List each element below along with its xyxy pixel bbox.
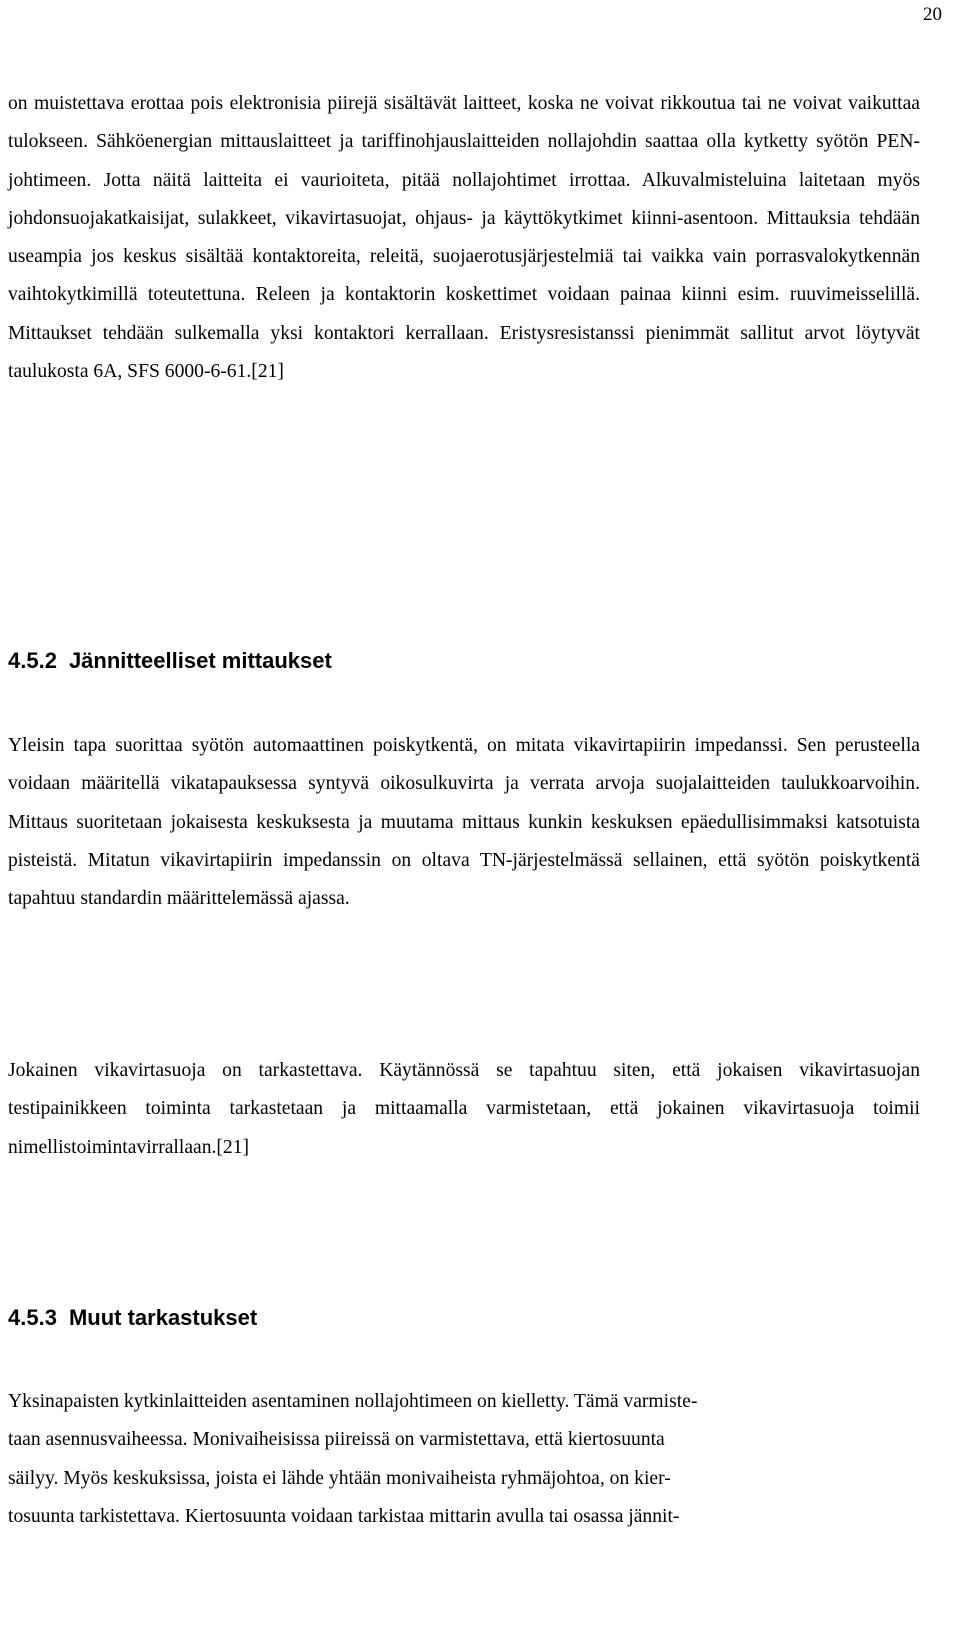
section-number: 4.5.3 <box>8 1305 57 1330</box>
section-title: Jännitteelliset mittaukset <box>68 648 332 673</box>
paragraph-line: taan asennusvaiheessa. Monivaiheisissa piireissä on varmistettava, että kiertosuunta <box>8 1429 665 1451</box>
paragraph-line: säilyy. Myös keskuksissa, joista ei lähde yhtään monivaiheista ryhmäjohtoa, on kier- <box>8 1467 671 1489</box>
paragraph-rcd-testing: Jokainen vikavirtasuoja on tarkastettava. Käytännössä se tapahtuu siten, että jokaisen vikavirtasuojan testipainikkeen toiminta tarkastetaan ja mittaamalla varmistetaan, että jokainen vikavirtasuoja toimii nimellistoimintavirrallaan.[21] <box>8 1060 920 1158</box>
section-heading-4-5-3 <box>8 1303 257 1333</box>
paragraph-fault-loop-impedance: Yleisin tapa suorittaa syötön automaattinen poiskytkentä, on mitata vikavirtapiirin impedanssi. Sen perusteella voidaan määritellä vikatapauksessa syntyvä oikosulkuvirta ja verrata arvoja suojalaitteiden taulukkoarvoihin. Mittaus suoritetaan jokaisesta keskuksesta ja muutama mittaus kunkin keskuksen epäedullisimmaksi katsotuista pisteistä. Mitatun vikavirtapiirin impedanssin on oltava TN-järjestelmässä sellainen, että syötön poiskytkentä tapahtuu standardin määrittelemässä ajassa. <box>8 735 920 910</box>
page-number: 20 <box>923 4 942 25</box>
paragraph-insulation-prep: on muistettava erottaa pois elektronisia piirejä sisältävät laitteet, koska ne voivat rikkoutua tai ne voivat vaikuttaa tulokseen. Sähköenergian mittauslaitteet ja tariffinohjauslaitteiden nollajohdin saattaa olla kytketty syötön PEN-johtimeen. Jotta näitä laitteita ei vaurioiteta, pitää nollajohtimet irrottaa. Alkuvalmisteluina laitetaan myös johdonsuojakatkaisijat, sulakkeet, vikavirtasuojat, ohjaus- ja käyttökytkimet kiinni-asentoon. Mittauksia tehdään useampia jos keskus sisältää kontaktoreita, releitä, suojaerotusjärjestelmiä tai vaikka vain porrasvalokytkennän vaihtokytkimillä toteutettuna. Releen ja kontaktorin koskettimet voidaan painaa kiinni esim. ruuvimeisselillä. Mittaukset tehdään sulkemalla yksi kontaktori kerrallaan. Eristysresistanssi pienimmät sallitut arvot löytyvät taulukosta 6A, SFS 6000-6-61.[21] <box>8 93 920 383</box>
section-title: Muut tarkastukset <box>68 1305 258 1330</box>
paragraph-line: tosuunta tarkistettava. Kiertosuunta voidaan tarkistaa mittarin avulla tai osassa jännit- <box>8 1505 680 1527</box>
paragraph-line: Yksinapaisten kytkinlaitteiden asentaminen nollajohtimeen on kielletty. Tämä varmiste- <box>8 1391 698 1412</box>
section-number: 4.5.2 <box>8 648 57 673</box>
section-heading-4-5-2 <box>8 646 332 676</box>
paragraph-other-checks <box>8 1383 920 1536</box>
